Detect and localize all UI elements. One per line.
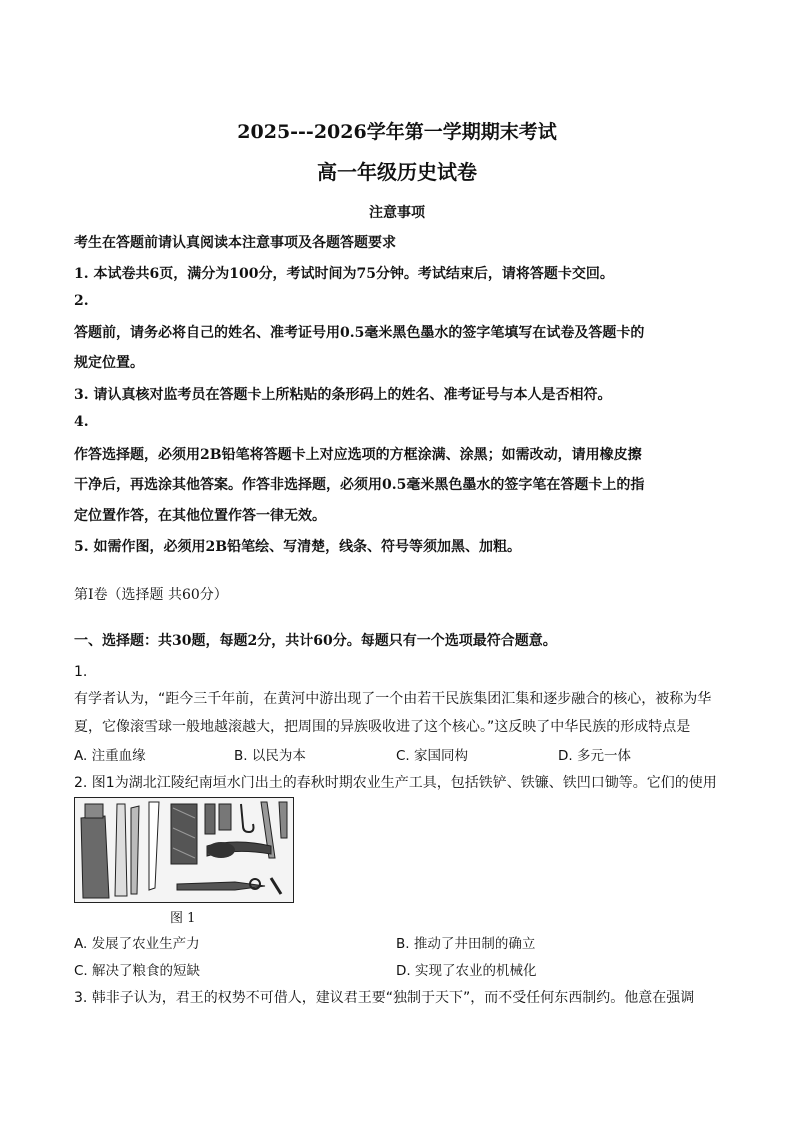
question-1-number: 1. bbox=[74, 664, 88, 680]
question-1-line-2: 夏，它像滚雪球一般地越滚越大，把周围的异族吸收进了这个核心。”这反映了中华民族的形成特点是 bbox=[74, 719, 691, 735]
question-1-option-a: A. 注重血缘 bbox=[74, 748, 146, 764]
question-2-option-a: A. 发展了农业生产力 bbox=[74, 936, 200, 952]
exam-title: 2025---2026学年第一学期期末考试 bbox=[237, 121, 557, 143]
question-2-option-c: C. 解决了粮食的短缺 bbox=[74, 963, 201, 979]
notice-item-2-line-1: 答题前，请务必将自己的姓名、准考证号用0.5毫米黑色墨水的签字笔填写在试卷及答题卡的 bbox=[74, 325, 645, 341]
notice-heading: 注意事项 bbox=[369, 205, 425, 221]
farm-tools-illustration bbox=[75, 798, 293, 902]
figure-caption: 图 1 bbox=[170, 911, 196, 926]
question-1-line-1: 有学者认为，“距今三千年前，在黄河中游出现了一个由若干民族集团汇集和逐步融合的核心，被称为华 bbox=[74, 691, 712, 707]
notice-item-2-line-2: 规定位置。 bbox=[74, 355, 144, 371]
notice-item-1: 1. 本试卷共6页，满分为100分，考试时间为75分钟。考试结束后，请将答题卡交回。 bbox=[74, 266, 614, 282]
notice-item-3: 3. 请认真核对监考员在答题卡上所粘贴的条形码上的姓名、准考证号与本人是否相符。 bbox=[74, 387, 612, 403]
section-instruction: 一、选择题：共30题，每题2分，共计60分。每题只有一个选项最符合题意。 bbox=[74, 633, 557, 649]
notice-intro: 考生在答题前请认真阅读本注意事项及各题答题要求 bbox=[74, 235, 396, 251]
question-2-line-1: 2. 图1为湖北江陵纪南垣水门出土的春秋时期农业生产工具，包括铁铲、铁镰、铁凹口锄等。它们的使用 bbox=[74, 775, 717, 791]
notice-item-4-line-1: 作答选择题，必须用2B铅笔将答题卡上对应选项的方框涂满、涂黑；如需改动，请用橡皮擦 bbox=[74, 447, 642, 463]
question-2-option-b: B. 推动了井田制的确立 bbox=[396, 936, 536, 952]
question-3-line-1: 3. 韩非子认为，君王的权势不可借人，建议君王要“独制于天下”，而不受任何东西制约。他意在强调 bbox=[74, 990, 695, 1006]
question-1-option-c: C. 家国同构 bbox=[396, 748, 469, 764]
part-heading: 第Ⅰ卷（选择题 共60分） bbox=[74, 587, 228, 603]
notice-item-4-line-3: 定位置作答，在其他位置作答一律无效。 bbox=[74, 508, 326, 524]
notice-item-4-number: 4. bbox=[74, 414, 89, 430]
notice-item-5: 5. 如需作图，必须用2B铅笔绘、写清楚，线条、符号等须加黑、加粗。 bbox=[74, 539, 522, 555]
question-2-option-d: D. 实现了农业的机械化 bbox=[396, 963, 537, 979]
notice-item-2-number: 2. bbox=[74, 293, 89, 309]
figure-farm-tools-image bbox=[74, 797, 294, 903]
notice-item-4-line-2: 干净后，再选涂其他答案。作答非选择题，必须用0.5毫米黑色墨水的签字笔在答题卡上的指 bbox=[74, 477, 645, 493]
exam-subtitle: 高一年级历史试卷 bbox=[317, 160, 477, 184]
question-1-option-b: B. 以民为本 bbox=[234, 748, 306, 764]
question-1-option-d: D. 多元一体 bbox=[558, 748, 631, 764]
